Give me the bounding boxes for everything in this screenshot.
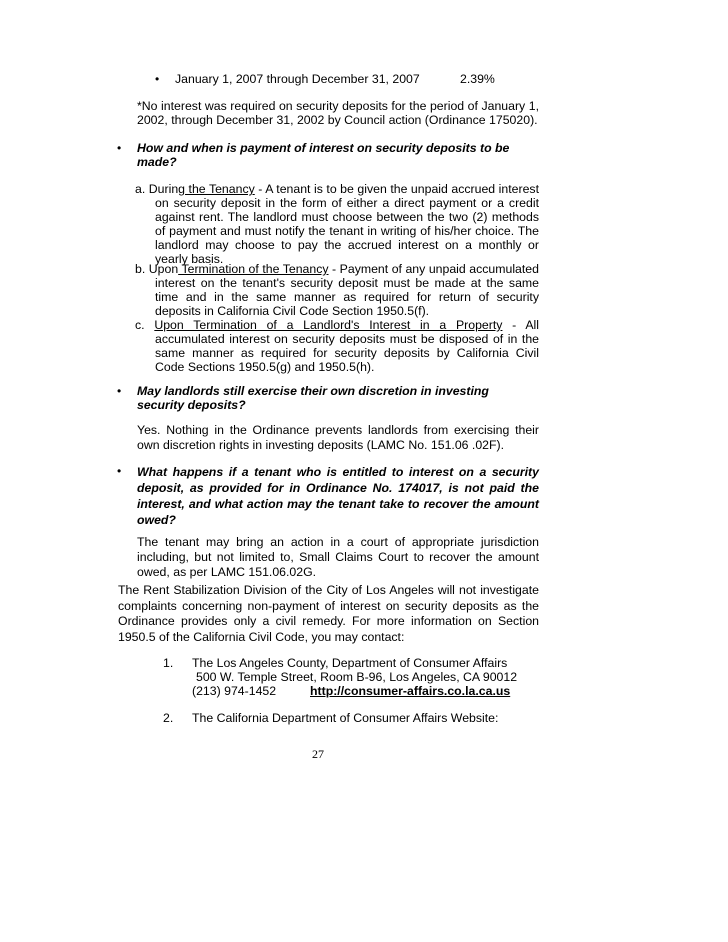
q1-answer-a: [135, 182, 539, 266]
q2-answer: Yes. Nothing in the Ordinance prevents landlords from exercising their own discretion rights in investing deposits (LAMC No. 151.06 .02F).: [137, 423, 539, 452]
contact-2-name: The California Department of Consumer Affairs Website:: [192, 711, 499, 725]
page-number: 27: [312, 747, 324, 761]
contact-1-name: The Los Angeles County, Department of Consumer Affairs: [192, 656, 508, 670]
contact-1-website-link[interactable]: http://consumer-affairs.co.la.ca.us: [310, 684, 511, 698]
rate-period: January 1, 2007 through December 31, 2007: [175, 72, 420, 86]
contact-2-number: 2.: [163, 711, 174, 725]
rate-value: 2.39%: [460, 72, 495, 86]
q2-question: May landlords still exercise their own discretion in investing security deposits?: [137, 384, 489, 412]
q1-bullet: •: [117, 141, 122, 155]
rate-bullet: •: [155, 72, 160, 86]
contact-1-phone: (213) 974-1452: [192, 684, 277, 698]
q1-question: How and when is payment of interest on security deposits to be made?: [137, 141, 510, 169]
q3-question: What happens if a tenant who is entitled to interest on a security deposit, as provided for in Ordinance No. 174017, is not paid the interest, and what action may the tenant take to recover the amount owed?: [137, 465, 539, 527]
q1-c-text: - All accumulated interest on security deposits must be disposed of in the same manner as required for security deposits by California Civil Code Sections 1950.5(g) and 1950.5(h).: [155, 318, 540, 374]
closing-paragraph: The Rent Stabilization Division of the City of Los Angeles will not investigate complaints concerning non-payment of interest on security deposits as the Ordinance provides only a civil remedy. For more information on Section 1950.5 of the California Civil Code, you may contact:: [118, 583, 539, 644]
q1-a-prefix: a. During: [135, 182, 186, 196]
q1-c-heading: Upon Termination of a Landlord's Interest in a Property: [154, 318, 503, 332]
q1-a-text: - A tenant is to be given the unpaid accrued interest on security deposit in the form of either a direct payment or a credit against rent. The landlord must choose between the two (2) methods of payment and must notify the tenant in writing of his/her choice. The landlord may choose to pay the accrued interest on a monthly or yearly basis.: [155, 182, 539, 266]
q1-b-text: - Payment of any unpaid accumulated interest on the tenant's security deposit must be made at the same time and in the same manner as required for return of security deposits in California Civil Code Section 1950.5(f).: [155, 262, 539, 318]
q1-answer-b: [135, 262, 539, 318]
contact-1-address: 500 W. Temple Street, Room B-96, Los Angeles, CA 90012: [196, 670, 518, 684]
no-interest-note: *No interest was required on security deposits for the period of January 1, 2002, through December 31, 2002 by Council action (Ordinance 175020).: [137, 99, 539, 127]
q2-bullet: •: [117, 384, 122, 398]
q1-b-heading: Termination of the Tenancy: [178, 262, 329, 276]
contact-1-number: 1.: [163, 656, 174, 670]
q1-answer-c: [135, 318, 539, 374]
q1-b-prefix: b. Upon: [135, 262, 179, 276]
q3-answer: The tenant may bring an action in a court of appropriate jurisdiction including, but not limited to, Small Claims Court to recover the amount owed, as per LAMC 151.06.02G.: [137, 535, 539, 579]
q3-bullet: •: [117, 464, 122, 478]
q1-a-heading: the Tenancy: [185, 182, 255, 196]
q1-c-prefix: c.: [135, 318, 155, 332]
